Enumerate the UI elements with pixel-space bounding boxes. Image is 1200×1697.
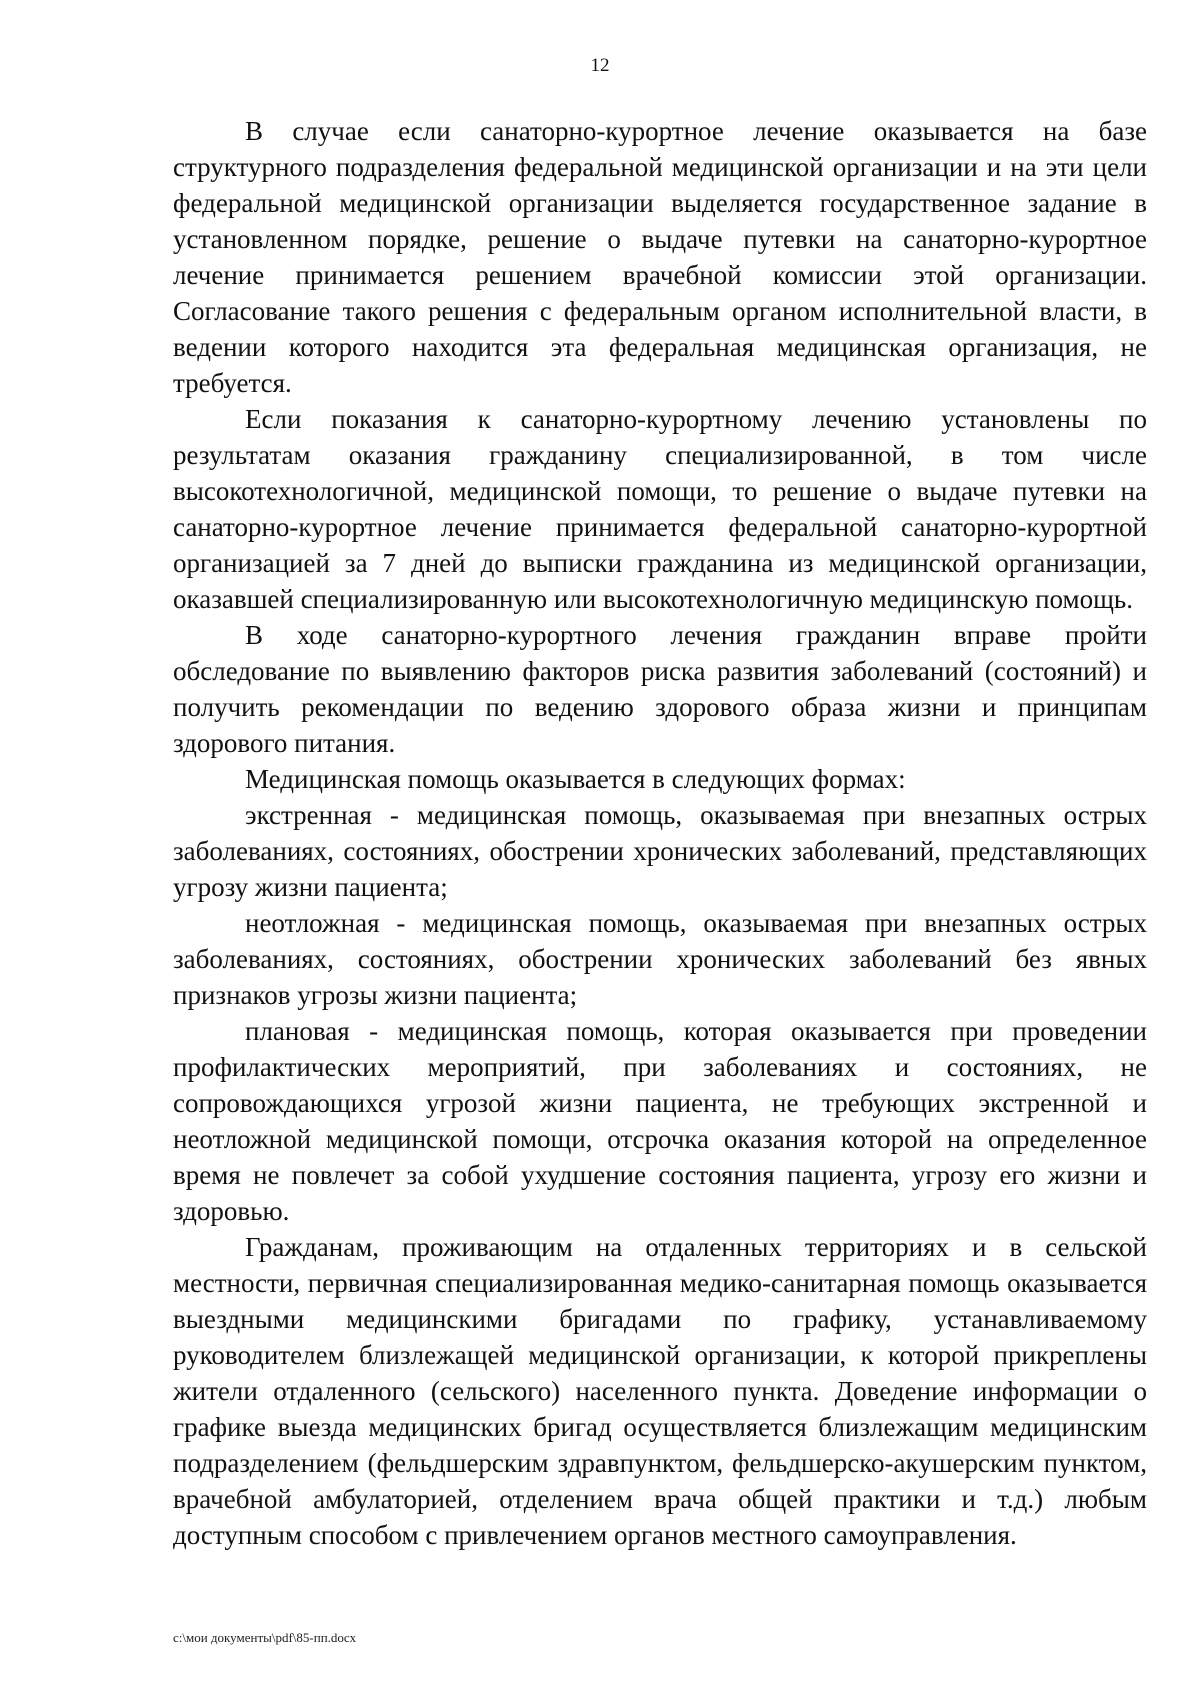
- paragraph-sanatorium-federal: В случае если санаторно-курортное лечение оказывается на базе структурного подразделения федеральной медицинской организации и на эти цели федеральной медицинской организации выделяется государственное задание в установленном порядке, решение о выдаче путевки на санаторно-курортное лечение принимается решением врачебной комиссии этой организации. Согласование такого решения с федеральным органом исполнительной власти, в ведении которого находится эта федеральная медицинская организация, не требуется.: [173, 116, 1147, 398]
- paragraph-forms-intro: Медицинская помощь оказывается в следующих формах:: [245, 764, 906, 794]
- paragraph-planned: плановая - медицинская помощь, которая оказывается при проведении профилактических мероприятий, при заболеваниях и состояниях, не сопровождающихся угрозой жизни пациента, не требующих экстренной и неотложной медицинской помощи, отсрочка оказания которой на определенное время не повлечет за собой ухудшение состояния пациента, угрозу его жизни и здоровью.: [173, 1016, 1147, 1226]
- paragraph-emergency: экстренная - медицинская помощь, оказываемая при внезапных острых заболеваниях, состояниях, обострении хронических заболеваний, представляющих угрозу жизни пациента;: [173, 800, 1147, 902]
- paragraph-indications: Если показания к санаторно-курортному лечению установлены по результатам оказания гражданину специализированной, в том числе высокотехнологичной, медицинской помощи, то решение о выдаче путевки на санаторно-курортное лечение принимается федеральной санаторно-курортной организацией за 7 дней до выписки гражданина из медицинской организации, оказавшей специализированную или высокотехнологичную медицинскую помощь.: [173, 404, 1147, 614]
- paragraph-examination: В ходе санаторно-курортного лечения гражданин вправе пройти обследование по выявлению факторов риска развития заболеваний (состояний) и получить рекомендации по ведению здорового образа жизни и принципам здорового питания.: [173, 620, 1147, 758]
- footer-file-path: c:\мои документы\pdf\85-пп.docx: [173, 1630, 357, 1645]
- document-body: [173, 113, 1147, 1553]
- paragraph-remote-areas: Гражданам, проживающим на отдаленных территориях и в сельской местности, первичная специализированная медико-санитарная помощь оказывается выездными медицинскими бригадами по графику, устанавливаемому руководителем близлежащей медицинской организации, к которой прикреплены жители отдаленного (сельского) населенного пункта. Доведение информации о графике выезда медицинских бригад осуществляется близлежащим медицинским подразделением (фельдшерским здравпунктом, фельдшерско-акушерским пунктом, врачебной амбулаторией, отделением врача общей практики и т.д.) любым доступным способом с привлечением органов местного самоуправления.: [173, 1232, 1147, 1550]
- paragraph-urgent: неотложная - медицинская помощь, оказываемая при внезапных острых заболеваниях, состояниях, обострении хронических заболеваний без явных признаков угрозы жизни пациента;: [173, 908, 1147, 1010]
- page-number: 12: [590, 55, 610, 76]
